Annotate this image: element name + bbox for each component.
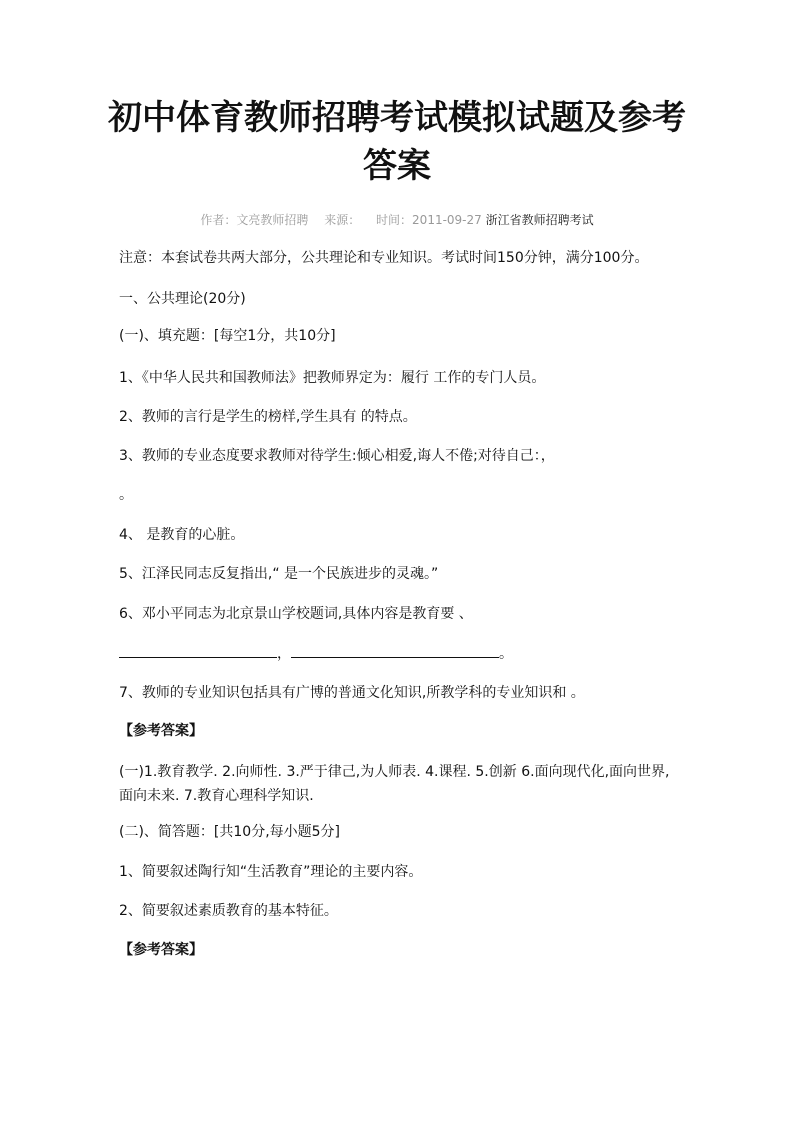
- title-line-2: 答案: [363, 146, 431, 186]
- article-meta: [0, 212, 794, 228]
- answer-heading: 【参考答案】: [119, 723, 203, 739]
- meta-time: 时间：2011-09-27: [376, 213, 482, 227]
- question-3-end: 。: [119, 487, 133, 503]
- short-question-1: 1、简要叙述陶行知“生活教育”理论的主要内容。: [119, 864, 423, 880]
- section-heading-1: 一、公共理论(20分): [119, 291, 246, 307]
- meta-source-label: 来源：: [324, 213, 361, 227]
- blank-end: 。: [499, 646, 513, 662]
- document-title: [60, 94, 734, 190]
- question-6-blanks: [119, 642, 679, 666]
- question-3: 3、教师的专业态度要求教师对待学生:倾心相爱,诲人不倦;对待自己：，: [119, 448, 555, 464]
- meta-author: 作者：文亮教师招聘: [200, 213, 309, 227]
- answer-heading: 【参考答案】: [119, 942, 203, 958]
- answer-blank: [291, 643, 499, 658]
- question-1: 1、《中华人民共和国教师法》把教师界定为：履行 工作的专门人员。: [119, 370, 546, 386]
- meta-source-name[interactable]: 浙江省教师招聘考试: [485, 213, 594, 227]
- question-4: 4、 是教育的心脏。: [119, 527, 245, 543]
- blank-separator: ，: [277, 646, 291, 662]
- subsection-fill-in: (一)、填充题：[每空1分，共10分]: [119, 328, 336, 344]
- notice-line: 注意：本套试卷共两大部分，公共理论和专业知识。考试时间150分钟，满分100分。: [119, 250, 649, 266]
- question-5: 5、江泽民同志反复指出,“ 是一个民族进步的灵魂。”: [119, 566, 439, 582]
- question-7: 7、教师的专业知识包括具有广博的普通文化知识,所教学科的专业知识和 。: [119, 685, 585, 701]
- question-6: 6、邓小平同志为北京景山学校题词,具体内容是教育要 、: [119, 606, 473, 622]
- short-question-2: 2、简要叙述素质教育的基本特征。: [119, 903, 338, 919]
- subsection-short-answer: (二)、简答题：[共10分,每小题5分]: [119, 824, 341, 840]
- answer-text: (一)1.教育教学. 2.向师性. 3.严于律己,为人师表. 4.课程. 5.创新 6.面向现代化,面向世界,面向未来. 7.教育心理科学知识.: [119, 764, 670, 804]
- answer-blank: [119, 643, 277, 658]
- title-line-1: 初中体育教师招聘考试模拟试题及参考: [108, 98, 686, 138]
- question-2: 2、教师的言行是学生的榜样,学生具有 的特点。: [119, 409, 417, 425]
